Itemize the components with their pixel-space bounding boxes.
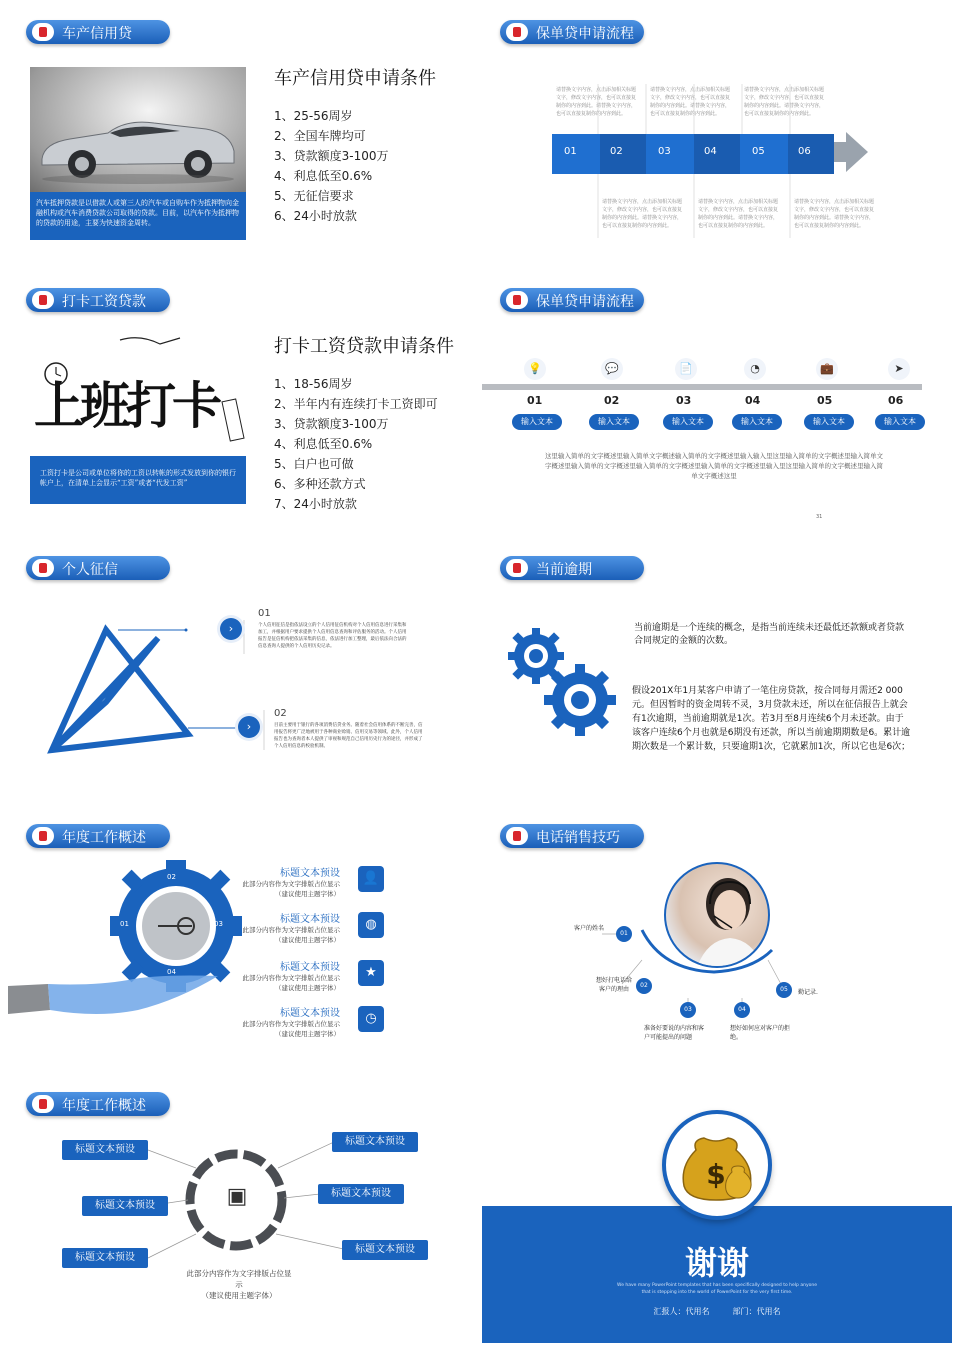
- gear-num-04: 04: [167, 968, 176, 976]
- section-badge: 打卡工资贷款: [26, 288, 170, 312]
- slide-thanks: [482, 1078, 952, 1343]
- num-06: 06: [888, 394, 904, 407]
- seal-icon: [506, 291, 528, 309]
- overview-item-3: 标题文本预设 此部分内容作为文字排版占位显示 （建议使用主题字体）: [242, 962, 340, 992]
- presentation-icon: ▣: [226, 1184, 248, 1209]
- slide-phone-sales: [482, 810, 952, 1075]
- step-03: 03: [658, 146, 671, 157]
- slide-annual-overview-gear: [8, 810, 478, 1075]
- note-top-2: 请替换文字内容，点击添加相关标题文字，修改文字内容，也可以直接复制你的内容到此。请替换文字内容，也可以直接复制你的内容到此。: [650, 87, 731, 117]
- chevron-button-2[interactable]: [238, 716, 260, 738]
- slide-policy-flow-timeline: [482, 274, 952, 539]
- ring-box-5: 标题文本预设: [318, 1184, 404, 1204]
- overview-item-2: 标题文本预设 此部分内容作为文字排版占位显示 （建议使用主题字体）: [242, 914, 340, 944]
- section-badge: 保单贷申请流程: [500, 288, 644, 312]
- svg-text:$: $: [706, 1158, 726, 1191]
- input-pill-2[interactable]: 输入文本: [589, 414, 639, 430]
- num-03: 03: [676, 394, 692, 407]
- num-05: 05: [817, 394, 833, 407]
- num-01: 01: [527, 394, 543, 407]
- overview-item-1: 标题文本预设 此部分内容作为文字排版占位显示 （建议使用主题字体）: [242, 868, 340, 898]
- user-icon: 👤: [358, 866, 384, 892]
- conditions-title: 打卡工资贷款申请条件: [274, 336, 454, 357]
- section-badge: 车产信用贷: [26, 20, 170, 44]
- send-icon: ➤: [888, 358, 910, 380]
- step-circle-05: 05: [776, 982, 792, 998]
- note-bottom-2: 请替换文字内容，点击添加相关标题文字，修改文字内容，也可以直接复制你的内容到此。请替换文字内容，也可以直接复制你的内容到此。: [698, 199, 779, 229]
- step-05: 05: [752, 146, 765, 157]
- gear-num-01: 01: [120, 920, 129, 928]
- step-01: 01: [564, 146, 577, 157]
- note-top-1: 请替换文字内容，点击添加相关标题文字，修改文字内容，也可以直接复制你的内容到此。请替换文字内容，也可以直接复制你的内容到此。: [556, 87, 637, 117]
- bulb-icon: 💡: [524, 358, 546, 380]
- money-bag-icon: [666, 1114, 768, 1216]
- overdue-example: 假设201X年1月某客户申请了一笔住房贷款，按合同每月需还2 000元。但因暂时的资金周转不灵，3月贷款未还，所以在征信报告上就会有1次逾期，当前逾期就是1次。若3月至8月连续6个月未还款。由于该客户连续6个月也就是6期没有还款，所以当前逾期期数是6。累计逾期次数是一个累计数，只要逾期1次，它就累加1次，所以它也是6次；: [632, 686, 911, 752]
- gear-num-03: 03: [214, 920, 223, 928]
- note-top-3: 请替换文字内容，点击添加相关标题文字，修改文字内容，也可以直接复制你的内容到此。请替换文字内容，也可以直接复制你的内容到此。: [744, 87, 825, 117]
- seal-icon: [32, 291, 54, 309]
- globe-icon: ◍: [358, 912, 384, 938]
- ring-box-1: 标题文本预设: [62, 1140, 148, 1160]
- document-icon: 📄: [675, 358, 697, 380]
- seal-icon: [506, 559, 528, 577]
- step-text-02: 想好打电话给客户的理由: [595, 977, 632, 993]
- section-badge: 保单贷申请流程: [500, 20, 644, 44]
- section-badge: 个人征信: [26, 556, 170, 580]
- punch-in-illustration: [30, 330, 246, 456]
- note-bottom-3: 请替换文字内容，点击添加相关标题文字，修改文字内容，也可以直接复制你的内容到此。请替换文字内容，也可以直接复制你的内容到此。: [794, 199, 875, 229]
- slide-salary-loan: [8, 274, 478, 539]
- section-badge: 年度工作概述: [26, 824, 170, 848]
- slide-personal-credit: [8, 542, 478, 807]
- step-circle-01: 01: [616, 926, 632, 942]
- num-04: 04: [745, 394, 761, 407]
- page-number: 31: [816, 514, 823, 520]
- slide-current-overdue: [482, 542, 952, 807]
- star-icon: ★: [358, 960, 384, 986]
- chevron-right-icon: ›: [246, 720, 252, 733]
- conditions-list: 1、25-56周岁 2、全国车牌均可 3、贷款额度3-100万 4、利息低至0.6% 5、无征信要求 6、24小时放款: [274, 109, 389, 223]
- gears-icon: [504, 622, 634, 772]
- timeline-bar: [482, 384, 922, 390]
- credit-text-1: 个人信用征信是指依法设立的个人信用征信机构对个人信用信息进行采集和加工，并根据用户要求提供个人信用信息查询和评估服务的活动。个人信用报告是征信机构把依法采集的信息，依法进行加工整理，最后依法向合法的信息查询人提供的个人信用历史记录。: [258, 623, 407, 649]
- car-icon: [30, 67, 246, 192]
- step-text-01: 客户的姓名: [574, 925, 605, 932]
- input-pill-3[interactable]: 输入文本: [663, 414, 713, 430]
- description-box: 汽车抵押贷款是以借款人或第三人的汽车或自购车作为抵押物向金融机构或汽车消费贷款公司取得的贷款。目前，以汽车作为抵押物的贷款的用途，主要为快速资金周转。: [30, 192, 246, 240]
- seal-icon: [32, 827, 54, 845]
- gear-num-02: 02: [167, 873, 176, 881]
- conditions-title: 车产信用贷申请条件: [274, 68, 436, 89]
- slide-annual-overview-ring: [8, 1078, 478, 1343]
- money-bag-medallion: [662, 1110, 772, 1220]
- chat-icon: 💬: [601, 358, 623, 380]
- ring-caption: 此部分内容作为文字排版占位显 示 （建议使用主题字体）: [186, 1269, 292, 1300]
- step-02: 02: [610, 146, 623, 157]
- section-badge: 当前逾期: [500, 556, 644, 580]
- step-circle-02: 02: [636, 978, 652, 994]
- credit-num-1: 01: [258, 608, 271, 619]
- input-pill-1[interactable]: 输入文本: [512, 414, 562, 430]
- ring-box-2: 标题文本预设: [82, 1196, 168, 1216]
- arc-path: [482, 810, 952, 1075]
- clock-icon: ◷: [358, 1006, 384, 1032]
- section-badge: 电话销售技巧: [500, 824, 644, 848]
- note-bottom-1: 请替换文字内容，点击添加相关标题文字，修改文字内容，也可以直接复制你的内容到此。请替换文字内容，也可以直接复制你的内容到此。: [602, 199, 683, 229]
- chevron-button-1[interactable]: [220, 618, 242, 640]
- slide-policy-flow-arrow: [482, 6, 952, 271]
- step-circle-04: 04: [734, 1002, 750, 1018]
- step-06: 06: [798, 146, 811, 157]
- arrow-ribbon: [482, 6, 952, 271]
- step-text-04: 想好如何应对客户的拒绝。: [730, 1025, 791, 1041]
- chevron-right-icon: ›: [228, 622, 234, 635]
- car-photo: [30, 67, 246, 192]
- slide-car-loan: [8, 6, 478, 271]
- step-text-05: 勤记录.: [798, 989, 818, 996]
- input-pill-5[interactable]: 输入文本: [804, 414, 854, 430]
- description-box: 工资打卡是公司或单位将你的工资以转帐的形式发放到你的银行帐户上，在清单上会显示“工资”或者“代发工资”: [30, 456, 246, 504]
- credit-text-2: 目前主要用于银行的各项消费信贷业务。随着社会信用体系的不断完善，信用报告将更广泛地被用于各种商业赊销、信用交易等领域。此外，个人信用报告也为查询者本人提供了审视和规范自己信用历史行为的途径，并形成了个人信用信息的校验机制。: [274, 723, 423, 749]
- thanks-subtitle: We have many PowerPoint templates that has been specifically designed to help anyone that is stepping into the world of PowerPoint for the very first time.: [617, 1283, 817, 1295]
- step-circle-03: 03: [680, 1002, 696, 1018]
- timeline-description: 这里输入简单的文字概述里输入简单文字概述输入简单的文字概述里输入输入里这里输入简单的文字概述里输入简单文字概述里输入简单的文字概述里输入简单的文字概述里输入简单的文字概述里输入里这里输入简单的文字概述里输入简单文字概述这里: [545, 452, 883, 480]
- punch-in-text: 上班打卡: [34, 377, 218, 435]
- input-pill-6[interactable]: 输入文本: [875, 414, 925, 430]
- pie-icon: ◔: [744, 358, 766, 380]
- reporter-line: 汇报人：代用名 部门：代用名: [653, 1307, 781, 1316]
- seal-icon: [32, 23, 54, 41]
- ring-box-3: 标题文本预设: [62, 1248, 148, 1268]
- briefcase-icon: 💼: [816, 358, 838, 380]
- ring-box-4: 标题文本预设: [332, 1132, 418, 1152]
- gear-graphic: [8, 850, 248, 1050]
- thanks-title: 谢谢: [684, 1244, 749, 1282]
- step-04: 04: [704, 146, 717, 157]
- credit-num-2: 02: [274, 708, 287, 719]
- num-02: 02: [604, 394, 620, 407]
- overdue-definition: 当前逾期是一个连续的概念，是指当前连续未还最低还款额或者贷款合同规定的金额的次数。: [634, 623, 905, 646]
- ring-box-6: 标题文本预设: [342, 1240, 428, 1260]
- triangle-graphic: [8, 542, 478, 807]
- section-badge: 年度工作概述: [26, 1092, 170, 1116]
- conditions-list: 1、18-56周岁 2、半年内有连续打卡工资即可 3、贷款额度3-100万 4、利息低至0.6% 5、白户也可做 6、多种还款方式 7、24小时放款: [274, 377, 438, 511]
- input-pill-4[interactable]: 输入文本: [732, 414, 782, 430]
- overview-item-4: 标题文本预设 此部分内容作为文字排版占位显示 （建议使用主题字体）: [242, 1008, 340, 1038]
- step-text-03: 准备好要说的内容和客户可能提出的问题: [644, 1025, 705, 1041]
